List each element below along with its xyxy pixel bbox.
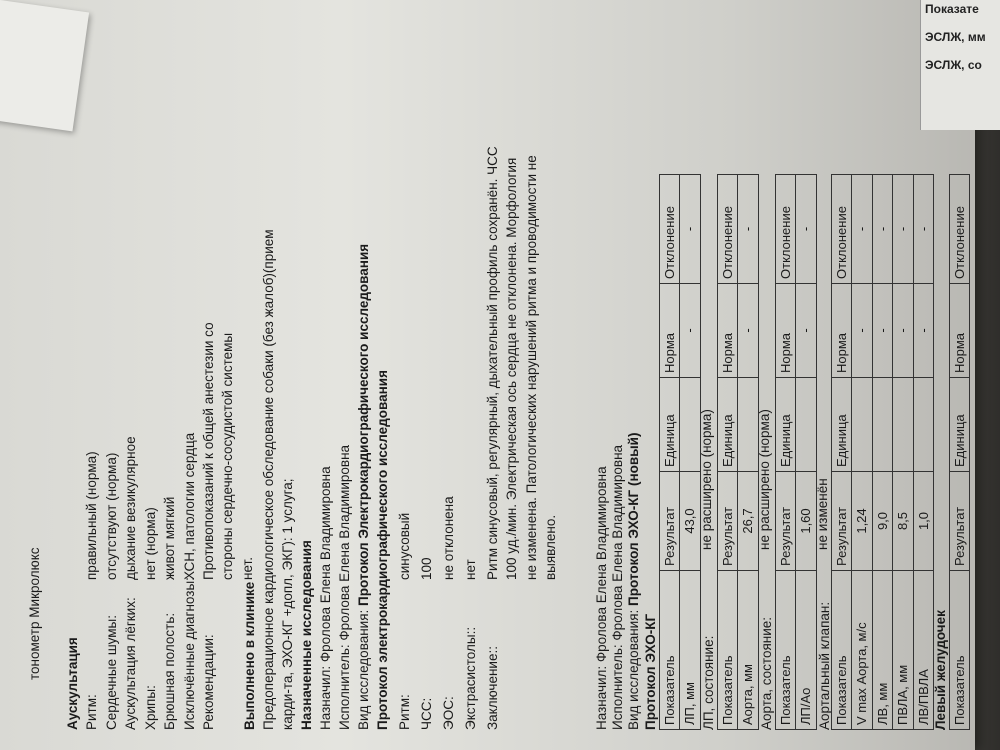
echo-table-aorta (717, 174, 759, 730)
echo-table-lv (949, 174, 970, 730)
table-cell: 43,0 (680, 472, 700, 571)
ecg-row-label: ЭОС: (441, 696, 456, 730)
table-header-cell: Результат (776, 472, 796, 571)
table-header-cell: Результат (660, 472, 680, 571)
ecg-row-value: не отклонена (441, 496, 456, 580)
table-cell: - (913, 284, 933, 378)
table-cell: ЛП, мм (680, 571, 700, 730)
auscultation-title: Аускультация (65, 637, 80, 730)
lp-state: ЛП, состояние: (701, 635, 716, 730)
table-cell: - (680, 175, 700, 284)
table-header-cell: Результат (832, 472, 852, 571)
device-line: тонометр Микролюкс (27, 547, 42, 680)
ecg-row-label: ЧСС: (419, 697, 434, 730)
table-header-cell: Норма (950, 284, 970, 378)
ausc-row-value: живот мягкий (162, 496, 177, 580)
edge-text-3: ЭСЛЖ, со (925, 58, 982, 72)
table-header-cell: Показатель (776, 571, 796, 730)
table-header-cell: Норма (776, 284, 796, 378)
recommendation-value: Противопоказаний к общей анестезии со стороны сердечно-сосудистой системы нет. (201, 322, 255, 580)
table-cell: - (852, 175, 872, 284)
ausc-row-label: Аускультация лёгких: (123, 597, 138, 730)
aorta-state-value: не расширено (норма) (757, 409, 772, 550)
table-cell: - (738, 175, 758, 284)
ausc-row-label: Исключённые диагнозы: (181, 577, 197, 730)
table-header-cell: Отклонение (832, 175, 852, 284)
table-cell: Аорта, мм (738, 571, 758, 730)
table-cell: - (913, 175, 933, 284)
ausc-row-value: правильный (норма) (84, 451, 99, 580)
edge-card (920, 0, 1000, 130)
ecg-section-title: Назначенные исследования (299, 540, 314, 730)
edge-text-1: Показате (925, 2, 979, 16)
table-cell: ЛВ/ПВЛА (913, 571, 933, 730)
table-cell: - (796, 284, 816, 378)
ecg-protocol-title: Протокол электрокардиографического исследования (375, 370, 390, 730)
table-header-cell: Показатель (950, 571, 970, 730)
table-cell: 1,24 (852, 472, 872, 571)
valve-label: Аортальный клапан: (817, 601, 832, 730)
ecg-row-value: синусовый (397, 512, 412, 580)
table-cell: 9,0 (872, 472, 892, 571)
valve-value: не изменён (815, 478, 830, 550)
table-header-cell: Результат (950, 472, 970, 571)
table-cell: V max Аорта, м/с (852, 571, 872, 730)
ecg-row-label: Ритм: (397, 694, 412, 730)
table-header-cell: Показатель (660, 571, 680, 730)
conclusion-value: Ритм синусовый, регулярный, дыхательный профиль сохранён. ЧСС 100 уд./мин. Электрическая ось сердца не отклонена. Морфология не изменена. Патологических нарушений ритма и проводимости не выявлено. (485, 146, 559, 580)
ausc-row-label: Брюшная полость: (162, 612, 177, 730)
ausc-row-label: Хрипы: (142, 685, 158, 730)
table-header-cell: Единица (660, 378, 680, 472)
echo-performer: Исполнитель: Фролова Елена Владимировна (610, 444, 625, 730)
table-cell: - (893, 175, 913, 284)
table-cell: ЛП/Ао (796, 571, 816, 730)
recommendation-label: Рекомендации: (201, 634, 216, 730)
lp-state-value: не расширено (норма) (699, 409, 714, 550)
table-header-cell: Единица (718, 378, 738, 472)
table-header-cell: Результат (718, 472, 738, 571)
table-header-cell: Норма (718, 284, 738, 378)
ausc-row-label: Ритм: (84, 694, 99, 730)
done-title: Выполнено в клинике (242, 581, 257, 730)
table-cell: - (796, 175, 816, 284)
table-header-cell: Отклонение (950, 175, 970, 284)
table-cell: 1,60 (796, 472, 816, 571)
ecg-performer: Исполнитель: Фролова Елена Владимировна (337, 444, 352, 730)
table-header-cell: Отклонение (718, 175, 738, 284)
table-header-cell: Норма (660, 284, 680, 378)
table-header-row (832, 175, 852, 730)
table-cell: - (872, 175, 892, 284)
table-header-cell: Единица (776, 378, 796, 472)
ecg-row-value: нет (463, 559, 478, 580)
table-row (852, 175, 872, 730)
echo-assigned: Назначил: Фролова Елена Владимировна (594, 466, 609, 730)
table-cell (872, 378, 892, 472)
ecg-assigned: Назначил: Фролова Елена Владимировна (318, 466, 333, 730)
table-row (872, 175, 892, 730)
table-header-row (718, 175, 738, 730)
table-cell: - (852, 284, 872, 378)
table-header-cell: Норма (832, 284, 852, 378)
ausc-row-value: отсутствуют (норма) (103, 452, 119, 580)
table-header-row (950, 175, 970, 730)
table-header-cell: Показатель (718, 571, 738, 730)
rotated-document (25, 0, 985, 730)
echo-table-valve (831, 174, 934, 730)
table-cell (913, 378, 933, 472)
table-cell: - (738, 284, 758, 378)
edge-text-2: ЭСЛЖ, мм (925, 30, 986, 44)
ausc-row-value: ХСН, патологии сердца (181, 432, 197, 580)
table-header-cell: Единица (950, 378, 970, 472)
ecg-row-label: Экстрасистолы:: (463, 626, 478, 730)
done-service: Предоперационное кардиологическое обследование собаки (без жалоб)(прием карди-та, ЭХО-КГ +допл, ЭКГ): 1 услуга; (261, 229, 296, 730)
table-cell: 8,5 (893, 472, 913, 571)
echo-study-type: Вид исследования: Протокол ЭХО-КГ (новый) (626, 432, 641, 730)
table-row (796, 175, 816, 730)
table-cell: - (893, 284, 913, 378)
table-header-cell: Отклонение (776, 175, 796, 284)
echo-table-lpao (775, 174, 817, 730)
table-header-cell: Показатель (832, 571, 852, 730)
ecg-row-value: 100 (419, 557, 434, 580)
ausc-row-label: Сердечные шумы: (103, 614, 119, 730)
echo-protocol-title: Протокол ЭХО-КГ (643, 613, 658, 730)
table-cell: ЛВ, мм (872, 571, 892, 730)
table-cell: 1,0 (913, 472, 933, 571)
table-header-cell: Отклонение (660, 175, 680, 284)
table-cell: - (680, 284, 700, 378)
lv-title: Левый желудочек (933, 610, 948, 730)
table-header-row (776, 175, 796, 730)
table-header-cell: Единица (832, 378, 852, 472)
table-cell: 26,7 (738, 472, 758, 571)
ausc-row-value: дыхание везикулярное (123, 436, 138, 580)
ausc-row-value: нет (норма) (142, 507, 158, 580)
aorta-state: Аорта, состояние: (759, 616, 774, 730)
table-cell (893, 378, 913, 472)
table-header-row (660, 175, 680, 730)
table-row (893, 175, 913, 730)
table-cell (852, 378, 872, 472)
ecg-study-type: Вид исследования: Протокол Электрокардиографического исследования (356, 243, 371, 730)
conclusion-label: Заключение:: (485, 646, 500, 730)
table-cell: - (872, 284, 892, 378)
table-cell: ПВЛА, мм (893, 571, 913, 730)
echo-table-lp (659, 174, 701, 730)
table-cell (796, 378, 816, 472)
